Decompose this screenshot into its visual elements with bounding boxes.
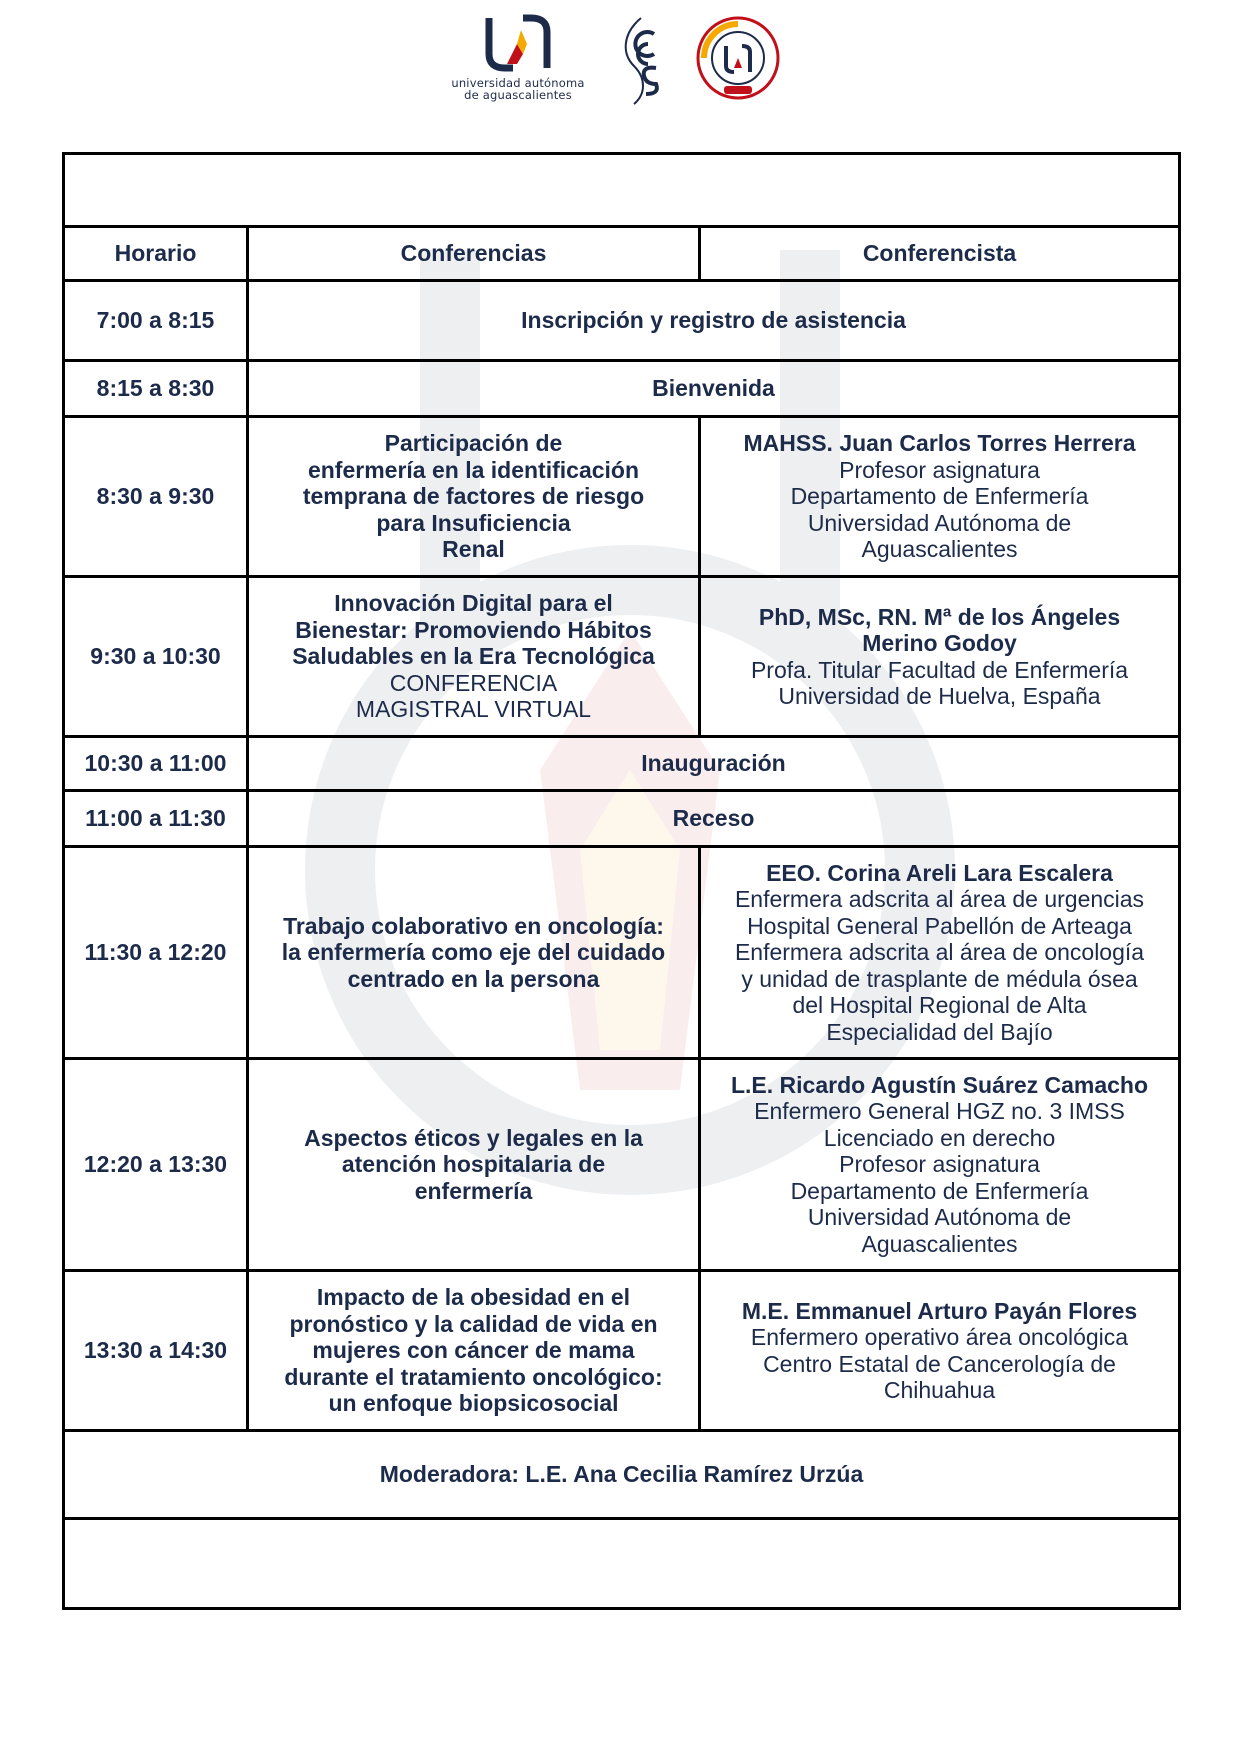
row-time: 13:30 a 14:30	[64, 1271, 248, 1431]
column-header-conferencias: Conferencias	[248, 227, 700, 281]
row-time: 8:30 a 9:30	[64, 417, 248, 577]
speaker-detail: Universidad de Huelva, España	[778, 683, 1101, 709]
talk-title-line: Impacto de la obesidad en el	[316, 1284, 631, 1311]
speaker-detail: Aguascalientes	[861, 536, 1018, 563]
speaker-detail: Departamento de Enfermería	[790, 1177, 1089, 1204]
table-row	[64, 361, 1180, 417]
speaker-detail: y unidad de trasplante de médula ósea	[741, 965, 1138, 992]
talk-title-line: mujeres con cáncer de mama	[312, 1337, 635, 1364]
column-header-row	[64, 227, 1180, 281]
table-row	[64, 577, 1180, 737]
talk-title-line: para Insuficiencia	[376, 509, 571, 536]
moderator-text: Moderadora: L.E. Ana Cecilia Ramírez Urzúa	[64, 1431, 1180, 1519]
empty-row	[64, 1519, 1180, 1609]
speaker-detail: Universidad Autónoma de	[807, 509, 1072, 536]
speaker-detail: del Hospital Regional de Alta	[792, 992, 1087, 1019]
speaker-name: L.E. Ricardo Agustín Suárez Camacho	[730, 1071, 1149, 1098]
speaker-detail: Departamento de Enfermería	[790, 483, 1089, 510]
talk-title-line: Trabajo colaborativo en oncología:	[283, 912, 664, 939]
talk-title-line: enfermería en la identificación	[307, 456, 640, 483]
talk-title-line: Bienestar: Promoviendo Hábitos	[295, 616, 652, 643]
speaker-cell	[700, 847, 1180, 1059]
logos-header	[0, 10, 1241, 105]
speaker-cell	[700, 1059, 1180, 1271]
speaker-detail: Enfermero General HGZ no. 3 IMSS	[754, 1098, 1125, 1125]
uaa-logo	[436, 14, 600, 104]
talk-title-line: durante el tratamiento oncológico:	[284, 1363, 663, 1390]
speaker-detail: Licenciado en derecho	[823, 1124, 1056, 1151]
talk-title-line: Renal	[442, 536, 505, 563]
talk-title-line: un enfoque biopsicosocial	[328, 1390, 619, 1417]
row-time: 11:30 a 12:20	[64, 847, 248, 1059]
talk-note-line: MAGISTRAL VIRTUAL	[355, 696, 592, 723]
talk-cell	[248, 847, 700, 1059]
talk-title-line: Participación de	[384, 430, 563, 457]
table-row	[64, 791, 1180, 847]
speaker-cell	[700, 1271, 1180, 1431]
speaker-name: PhD, MSc, RN. Mª de los Ángeles	[758, 603, 1121, 630]
speaker-detail: Chihuahua	[883, 1377, 996, 1403]
row-activity: Receso	[248, 791, 1180, 847]
talk-note-line: CONFERENCIA	[389, 669, 558, 696]
table-row	[64, 1271, 1180, 1431]
talk-title-line: temprana de factores de riesgo	[302, 483, 645, 510]
table-row	[64, 417, 1180, 577]
uaa-logo-text-1: universidad autónoma	[451, 76, 585, 90]
uaa-logo-text-2: de aguascalientes	[464, 88, 572, 102]
table-row	[64, 281, 1180, 361]
speaker-detail: Enfermera adscrita al área de urgencias	[734, 886, 1145, 913]
table-row	[64, 847, 1180, 1059]
talk-title-line: Aspectos éticos y legales en la	[304, 1124, 643, 1151]
ccs-emblem-icon	[612, 14, 670, 106]
ccs-logo	[612, 14, 670, 106]
speaker-name: MAHSS. Juan Carlos Torres Herrera	[743, 430, 1136, 457]
speaker-detail: Especialidad del Bajío	[826, 1018, 1053, 1045]
talk-cell	[248, 577, 700, 737]
speaker-cell	[700, 577, 1180, 737]
column-header-horario: Horario	[64, 227, 248, 281]
talk-title-line: la enfermería como eje del cuidado	[281, 939, 666, 966]
speaker-detail: Profa. Titular Facultad de Enfermería	[750, 656, 1129, 683]
row-time: 11:00 a 11:30	[64, 791, 248, 847]
speaker-cell	[700, 417, 1180, 577]
table-row	[64, 737, 1180, 791]
speaker-detail: Profesor asignatura	[839, 456, 1040, 483]
speaker-detail: Profesor asignatura	[839, 1151, 1040, 1178]
uaa-emblem-icon	[483, 14, 553, 72]
talk-cell	[248, 417, 700, 577]
row-activity: Inauguración	[248, 737, 1180, 791]
date-header-row	[64, 154, 1180, 227]
enfermeria-emblem-icon	[694, 14, 782, 102]
talk-title-line: pronóstico y la calidad de vida en	[289, 1310, 658, 1337]
speaker-detail: Aguascalientes	[861, 1230, 1018, 1257]
row-time: 7:00 a 8:15	[64, 281, 248, 361]
table-row	[64, 1059, 1180, 1271]
talk-title-line: atención hospitalaria de	[341, 1151, 606, 1178]
row-time: 8:15 a 8:30	[64, 361, 248, 417]
moderator-row	[64, 1431, 1180, 1519]
speaker-detail: Enfermera adscrita al área de oncología	[734, 939, 1145, 966]
empty-cell	[64, 1519, 1180, 1609]
talk-cell	[248, 1271, 700, 1431]
date-title: 21 de Agosto	[64, 154, 1180, 227]
speaker-detail: Enfermero operativo área oncológica	[750, 1324, 1129, 1350]
speaker-detail: Centro Estatal de Cancerología de	[763, 1350, 1116, 1377]
speaker-detail: Hospital General Pabellón de Arteaga	[747, 912, 1132, 939]
speaker-detail: Universidad Autónoma de	[807, 1204, 1072, 1231]
column-header-conferencista: Conferencista	[700, 227, 1180, 281]
row-time: 9:30 a 10:30	[64, 577, 248, 737]
schedule-table	[62, 152, 1181, 1610]
row-activity: Inscripción y registro de asistencia	[248, 281, 1180, 361]
talk-title-line: centrado en la persona	[347, 965, 600, 992]
row-time: 10:30 a 11:00	[64, 737, 248, 791]
talk-title-line: Saludables en la Era Tecnológica	[292, 643, 655, 670]
talk-title-line: Innovación Digital para el	[334, 590, 613, 617]
speaker-name: Merino Godoy	[862, 630, 1017, 656]
row-activity: Bienvenida	[248, 361, 1180, 417]
enfermeria-logo	[694, 14, 782, 102]
speaker-name: EEO. Corina Areli Lara Escalera	[766, 859, 1113, 886]
speaker-name: M.E. Emmanuel Arturo Payán Flores	[741, 1297, 1138, 1324]
talk-title-line: enfermería	[414, 1177, 533, 1204]
row-time: 12:20 a 13:30	[64, 1059, 248, 1271]
talk-cell	[248, 1059, 700, 1271]
